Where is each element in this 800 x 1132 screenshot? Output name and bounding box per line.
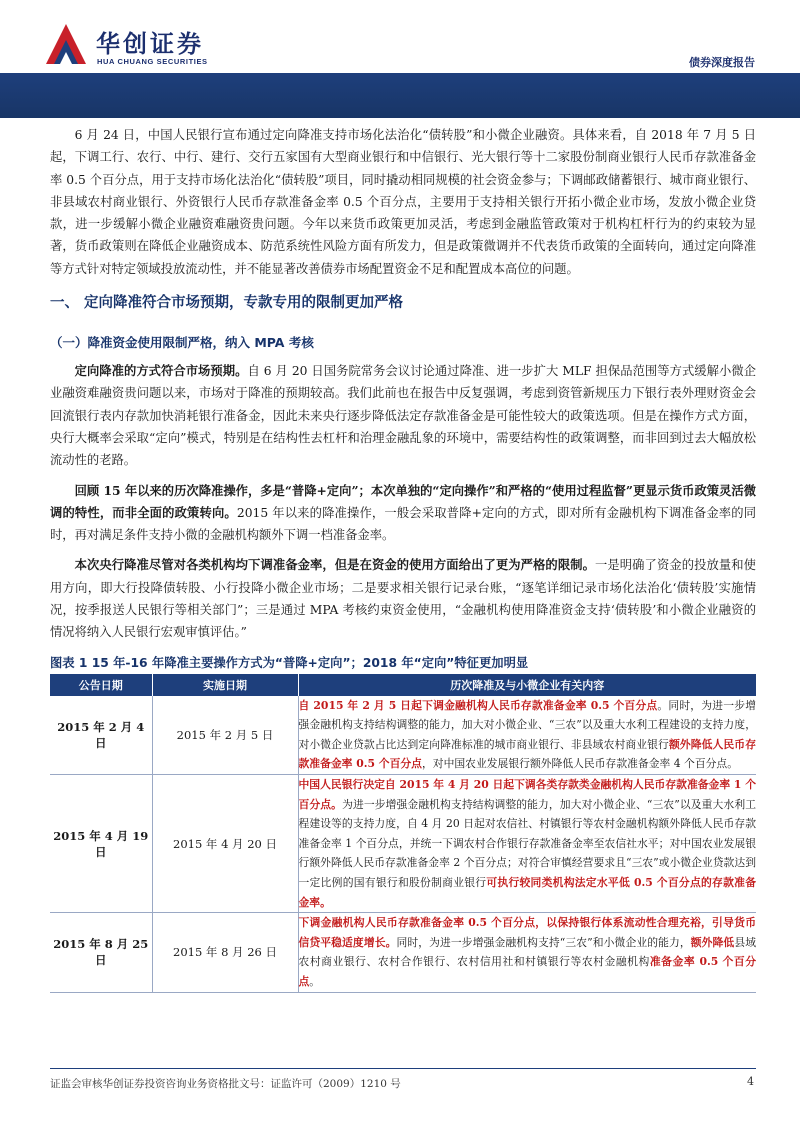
subsection-heading: （一）降准资金使用限制严格，纳入 MPA 考核 [50, 335, 314, 351]
description-text: 为进一步增强金融机构支持结构调整的能力，加大对小微企业、“三农”以及重大水利工程建设等的支持力度，自 4 月 20 日起对农信社、村镇银行等农村金融机构额外降低人民币存款准备金率 1 个百分点，并统一下调农村合作银行存款准备金率至农信社水平；对中国农业发展银行额外降低人民币存款准备金率 2 个百分点；对符合审慎经营要求且“三农”或小微企业贷款达到一定比例的国有银行和股份制商业银行 [298, 797, 757, 889]
page-number: 4 [747, 1075, 754, 1088]
announce-date-cell: 2015 年 4 月 19 日 [50, 775, 152, 913]
highlight-text: 额外降低人民币存款准备金率 0.5 个百分点 [298, 737, 757, 771]
rrr-cut-history-table [50, 674, 756, 993]
highlight-text: 下调金融机构人民币存款准备金率 0.5 个百分点，以保持银行体系流动性合理充裕，引导货币信贷平稳适度增长。 [298, 916, 756, 949]
highlight-text: 准备金率 0.5 个百分点 [298, 955, 756, 988]
paragraph-2-body: 2015 年以来的降准操作，一般会采取普降+定向的方式，即对所有金融机构下调准备金率的同时，再对满足条件支持小微的金融机构额外下调一档准备金率。 [50, 505, 756, 543]
footer-divider [50, 1068, 756, 1069]
paragraph-3 [50, 554, 756, 643]
huachuang-logo-icon [44, 22, 88, 66]
description-text: ，对中国农业发展银行额外降低人民币存款准备金率 4 个百分点。 [421, 757, 739, 771]
report-type-label: 债券深度报告 [689, 56, 755, 69]
brand-name-cn: 华创证券 [96, 30, 204, 58]
description-cell [298, 696, 756, 775]
license-text: 证监会审核华创证券投资咨询业务资格批文号：证监许可（2009）1210 号 [50, 1078, 401, 1090]
description-cell [298, 913, 756, 992]
description-cell [298, 775, 756, 913]
paragraph-2 [50, 480, 756, 547]
brand-name-en: HUA CHUANG SECURITIES [97, 57, 208, 66]
table-header-row [50, 674, 756, 696]
paragraph-3-body: 一是明确了资金的投放量和使用方向，即大行投降债转股、小行投降小微企业市场；二是要求相关银行记录台账，“逐笔详细记录市场化法治化‘债转股’实施情况，按季报送人民银行等相关部门”；三是通过 MPA 考核约束资金使用，“金融机构使用降准资金支持‘债转股’和小微企业融资的情况将纳入人民银行宏观审慎评估。” [50, 558, 756, 640]
paragraph-3-lead: 本次央行降准尽管对各类机构均下调准备金率，但是在资金的使用方面给出了更为严格的限制。 [74, 557, 595, 573]
main-content [50, 124, 756, 993]
paragraph-1 [50, 360, 756, 471]
implement-date-cell: 2015 年 4 月 20 日 [152, 775, 298, 913]
description-text: 县域农村商业银行、农村合作银行、农村信用社和村镇银行等农村金融机构 [298, 935, 757, 969]
column-header: 历次降准及与小微企业有关内容 [298, 674, 756, 696]
column-header: 公告日期 [50, 674, 152, 696]
highlight-text: 中国人民银行决定自 2015 年 4 月 20 日起下调各类存款类金融机构人民币存款准备金率 1 个百分点。 [298, 778, 756, 811]
header-band [0, 73, 800, 118]
section-heading: 一、 定向降准符合市场预期，专款专用的限制更加严格 [50, 295, 404, 312]
table-row [50, 696, 756, 775]
intro-paragraph: 6 月 24 日，中国人民银行宣布通过定向降准支持市场化法治化“债转股”和小微企业融资。具体来看，自 2018 年 7 月 5 日起，下调工行、农行、中行、建行、交行五家国有大型商业银行和中信银行、光大银行等十二家股份制商业银行人民币存款准备金率 0.5 个百分点，用于支持市场化法治化“债转股”项目，同时撬动相同规模的社会资金参与；下调邮政储蓄银行、城市商业银行、非县域农村商业银行、外资银行人民币存款准备金率 0.5 个百分点，主要用于支持相关银行开拓小微企业市场，发放小微企业贷款，进一步缓解小微企业融资难融资贵问题。今年以来货币政策更加灵活，考虑到金融监管政策对于机构杠杆行为的约束较为显著，货币政策则在降低企业融资成本、防范系统性风险方面有所发力，但是政策微调并不代表货币政策的全面转向，通过定向降准等方式针对特定领域投放流动性，并不能显著改善债券市场配置资金不足和配置成本高位的问题。 [50, 128, 756, 276]
highlight-text: 自 2015 年 2 月 5 日起下调金融机构人民币存款准备金率 0.5 个百分点 [298, 698, 658, 712]
announce-date-cell: 2015 年 8 月 25 日 [50, 913, 152, 992]
table-row [50, 913, 756, 992]
figure-caption: 图表 1 15 年-16 年降准主要操作方式为“普降+定向”；2018 年“定向”特征更加明显 [50, 655, 529, 670]
page-header [0, 0, 800, 72]
paragraph-2-lead: 回顾 15 年以来的历次降准操作，多是“普降+定向”；本次单独的“定向操作”和严格的“使用过程监督”更显示货币政策灵活微调的特性，而非全面的政策转向。 [50, 482, 756, 520]
description-text: 。 [309, 974, 321, 988]
paragraph-1-body: 自 6 月 20 日国务院常务会议讨论通过降准、进一步扩大 MLF 担保品范围等方式缓解小微企业融资难融资贵问题以来，市场对于降准的预期较高。我们此前也在报告中反复强调，考虑到资管新规压力下银行表外理财资金会回流银行表内存款加快消耗银行准备金，因此未来央行逐步降低法定存款准备金是可能性较大的政策选项。但是在操作方式方面，央行大概率会采取“定向”模式，特别是在结构性去杠杆和治理金融乱象的环境中，需要结构性的政策调整，而非回到过去大幅放松流动性的老路。 [50, 364, 756, 468]
highlight-text: 额外降低 [690, 935, 735, 949]
highlight-text: 可执行较同类机构法定水平低 0.5 个百分点的存款准备金率。 [298, 875, 756, 909]
announce-date-cell: 2015 年 2 月 4 日 [50, 696, 152, 775]
implement-date-cell: 2015 年 8 月 26 日 [152, 913, 298, 992]
implement-date-cell: 2015 年 2 月 5 日 [152, 696, 298, 775]
column-header: 实施日期 [152, 674, 298, 696]
paragraph-1-lead: 定向降准的方式符合市场预期。 [74, 363, 248, 379]
table-row [50, 775, 756, 913]
description-text: 。同时，为进一步增强金融机构支持结构调整的能力，加大对小微企业、“三农”以及重大水利工程建设的支持力度，对小微企业贷款占比达到定向降准标准的城市商业银行、非县域农村商业银行 [298, 698, 756, 751]
description-text: 同时，为进一步增强金融机构支持“三农”和小微企业的能力， [396, 935, 691, 949]
